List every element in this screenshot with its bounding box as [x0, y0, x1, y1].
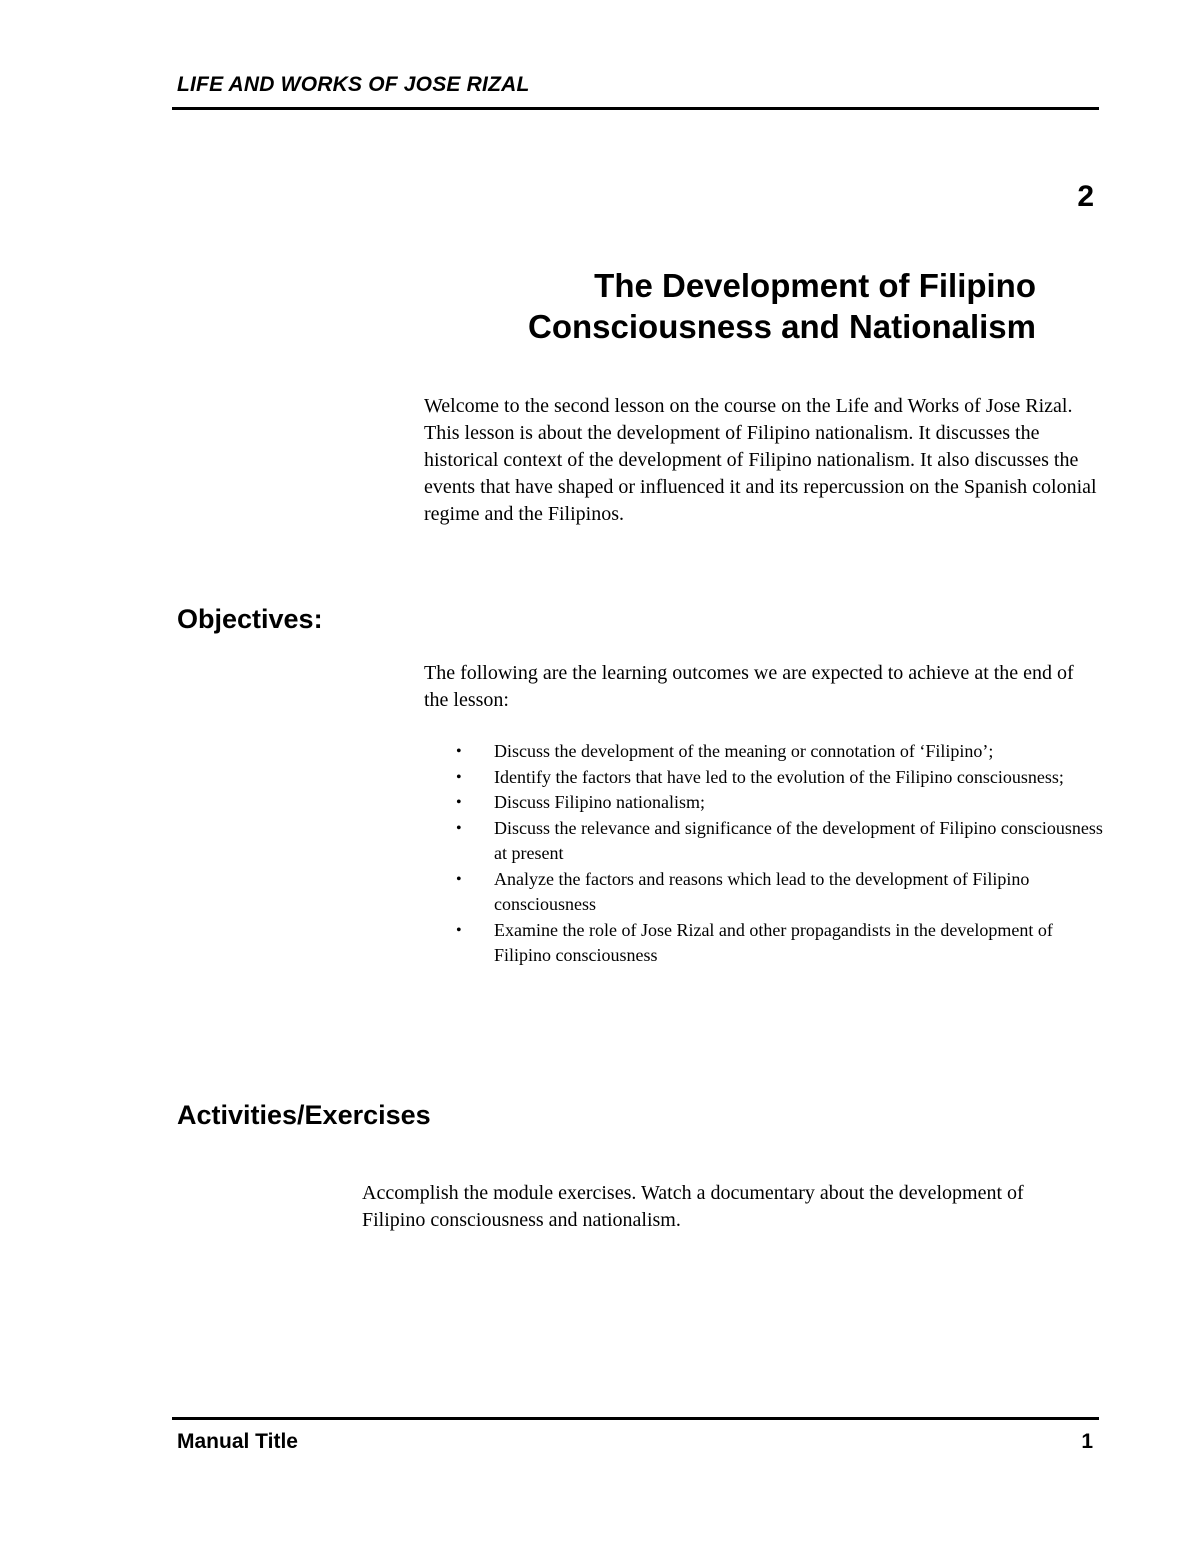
bullet-icon: • — [456, 921, 462, 939]
chapter-number: 2 — [1077, 180, 1094, 213]
bullet-icon: • — [456, 819, 462, 837]
bullet-icon: • — [456, 768, 462, 786]
objective-item — [456, 739, 1104, 765]
footer-divider — [172, 1417, 1099, 1420]
bullet-icon: • — [456, 743, 462, 760]
header-divider — [172, 107, 1099, 110]
objective-text: Analyze the factors and reasons which lead to the development of Filipino consciousness — [494, 868, 1030, 914]
objective-item — [456, 765, 1104, 791]
objective-text: Discuss the development of the meaning or connotation of ‘Filipino’; — [494, 741, 994, 761]
objective-item — [456, 790, 1104, 816]
objective-text: Discuss the relevance and significance of the development of Filipino consciousness at present — [494, 817, 1103, 863]
objective-text: Discuss Filipino nationalism; — [494, 792, 706, 812]
objective-text: Examine the role of Jose Rizal and other propagandists in the development of Filipino consciousness — [494, 919, 1053, 965]
objective-item — [456, 918, 1104, 969]
chapter-title-line-1: The Development of Filipino — [594, 267, 1036, 304]
activities-heading: Activities/Exercises — [177, 1100, 431, 1130]
running-header-title: LIFE AND WORKS OF JOSE RIZAL — [177, 73, 530, 96]
objectives-heading: Objectives: — [177, 604, 323, 634]
objectives-list — [456, 739, 1104, 969]
objectives-intro-paragraph: The following are the learning outcomes we are expected to achieve at the end of the lesson: — [424, 662, 1074, 711]
footer-manual-title: Manual Title — [177, 1430, 298, 1453]
objective-item — [456, 867, 1104, 918]
activities-paragraph: Accomplish the module exercises. Watch a documentary about the development of Filipino consciousness and nationalism. — [362, 1182, 1024, 1231]
footer-page-number: 1 — [1081, 1430, 1093, 1453]
bullet-icon: • — [456, 794, 462, 811]
chapter-title — [430, 265, 1036, 347]
chapter-title-line-2: Consciousness and Nationalism — [528, 308, 1036, 345]
objective-text: Identify the factors that have led to the evolution of the Filipino consciousness; — [494, 766, 1064, 787]
bullet-icon: • — [456, 870, 462, 888]
objective-item — [456, 816, 1104, 867]
intro-paragraph: Welcome to the second lesson on the course on the Life and Works of Jose Rizal. This lesson is about the development of Filipino nationalism. It discusses the historical context of the development of Filipino nationalism. It also discusses the events that have shaped or influenced it and its repercussion on the Spanish colonial regime and the Filipinos. — [424, 395, 1097, 525]
